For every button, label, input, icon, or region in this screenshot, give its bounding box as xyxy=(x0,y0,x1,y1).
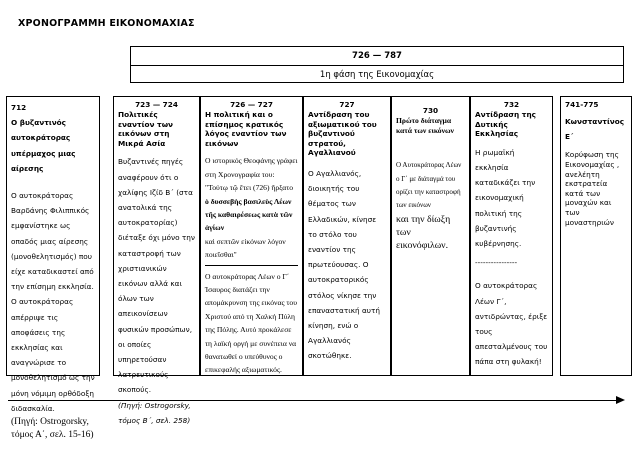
phase-header-box xyxy=(130,46,624,83)
column-quote-mid: ὁ δυσσεβὴς βασιλεὺς Λέων τῆς καθαιρέσεως κατὰ τῶν ἁγίων xyxy=(205,196,293,233)
column-727 xyxy=(303,96,391,376)
column-body: Ο Αυτοκράτορας Λέων ο Γ΄ με διάταγμά του ορίζει την καταστροφή των εικόνων xyxy=(396,161,462,210)
column-body: Ο αυτοκράτορας Λέων Γ΄, αντιδρώντας, έριξε τους απεσταλμένους του πάπα στη φυλακή! xyxy=(475,281,548,367)
column-date: 730 xyxy=(422,106,439,115)
column-quote-start: "Τούτῳ τῷ ἔτει (726) ἤρξατο xyxy=(205,183,294,193)
column-heading: Κωνσταντίνος Ε΄ xyxy=(565,117,625,142)
column-date: 712 xyxy=(11,103,27,112)
section-divider xyxy=(205,265,298,266)
column-732 xyxy=(470,96,553,376)
column-body-large: και την δίωξη των εικονόφιλων. xyxy=(396,213,451,251)
column-date: 723 — 724 xyxy=(135,100,178,109)
phase-dates: 726 — 787 xyxy=(352,51,402,61)
column-quote-end: καὶ σεπτῶν εἰκόνων λόγον ποιεῖσθαι" xyxy=(205,236,286,260)
column-date: 726 — 727 xyxy=(230,100,273,109)
column-separator: ---------------- xyxy=(475,258,518,268)
column-body: Ο αυτοκράτορας Λέων ο Γ΄ Ίσαυρος διατάζει την απομάκρυνση της εικόνας του Χριστού από τη Χαλκή Πύλη της Πόλης. Αυτό προκάλεσε τη λαϊκή οργή με συνέπεια να θανατωθεί ο υπεύθυνος ο επικεφαλής αξιωματικός. xyxy=(205,271,297,375)
column-date: 732 xyxy=(503,100,520,109)
column-heading: Πρώτο διάταγμα κατά των εικόνων xyxy=(396,116,454,135)
column-heading: Αντίδραση του αξιωματικού του βυζαντινού στρατού, Αγαλλιανού xyxy=(308,110,377,158)
column-heading: Ο βυζαντινός αυτοκράτορας υπέρμαχος μιας αίρεσης xyxy=(11,118,76,173)
column-source: (Πηγή: Ostrogorsky, τόμος Β΄, σελ. 258) xyxy=(118,400,191,425)
column-body: Κορύφωση της Εικονομαχίας , ανελέητη εκστρατεία κατά των μοναχών και των μοναστηριών xyxy=(565,150,620,227)
column-712 xyxy=(6,96,100,441)
column-heading: Αντίδραση της Δυτικής Εκκλησίας xyxy=(475,110,536,139)
column-726-727 xyxy=(200,96,303,376)
column-body: Βυζαντινές πηγές αναφέρουν ότι ο χαλίφης Ιζίδ Β΄ (στα ανατολικά της αυτοκρατορίας) διέταξε όχι μόνο την καταστροφή των χριστιανικών εικόνων αλλά και όλων των απεικονίσεων φυσικών προσώπων, οι οποίες υπηρετούσαν λατρευτικούς σκοπούς. xyxy=(118,157,195,395)
phase-label: 1η φάση της Εικονομαχίας xyxy=(319,70,435,80)
column-body: Η ρωμαϊκή εκκλησία καταδικάζει την εικονομαχική πολιτική της βυζαντινής κυβέρνησης. xyxy=(475,147,536,248)
page-title: ΧΡΟΝΟΓΡΑΜΜΗ ΕΙΚΟΝΟΜΑΧΙΑΣ xyxy=(18,18,195,29)
column-723-724 xyxy=(113,96,200,425)
column-source: (Πηγή: Ostrogorsky, τόμος Α΄, σελ. 15-16) xyxy=(11,417,94,441)
column-date: 741-775 xyxy=(565,100,599,109)
column-date: 727 xyxy=(339,100,355,109)
column-730 xyxy=(391,96,470,376)
header-divider xyxy=(131,65,623,66)
column-body: Ο αυτοκράτορας Βαρδάνης Φιλιππικός εμφανίστηκε ως οπαδός μιας αίρεσης (μονοθελητισμός) που είχε καταδικαστεί από την επίσημη εκκλησία. Ο αυτοκράτορας απέρριψε τις αποφάσεις της εκκλησίας και αναγνώρισε το μονοθελητισμό ως την μόνη νόμιμη ορθόδοξη διδασκαλία. xyxy=(11,191,95,413)
column-body: Ο Αγαλλιανός, διοικητής του θέματος των Ελλαδικών, κίνησε το στόλο του εναντίον της πρωτεύουσας. Ο αυτοκρατορικός στόλος νίκησε την επαναστατική αυτή κίνηση, ενώ ο Αγαλλιανός σκοτώθηκε. xyxy=(308,168,381,361)
column-741-775 xyxy=(560,96,632,376)
column-heading: Πολιτικές εναντίον των εικόνων στη Μικρά Ασία xyxy=(118,110,174,148)
timeline-arrow-icon xyxy=(616,396,625,404)
column-heading: Η πολιτική και ο επίσημος κρατικός λόγος εναντίον των εικόνων xyxy=(205,110,287,148)
timeline-line xyxy=(8,400,620,401)
column-intro: Ο ιστορικός Θεοφάνης γράφει στη Χρονογραφία του: xyxy=(205,156,298,179)
